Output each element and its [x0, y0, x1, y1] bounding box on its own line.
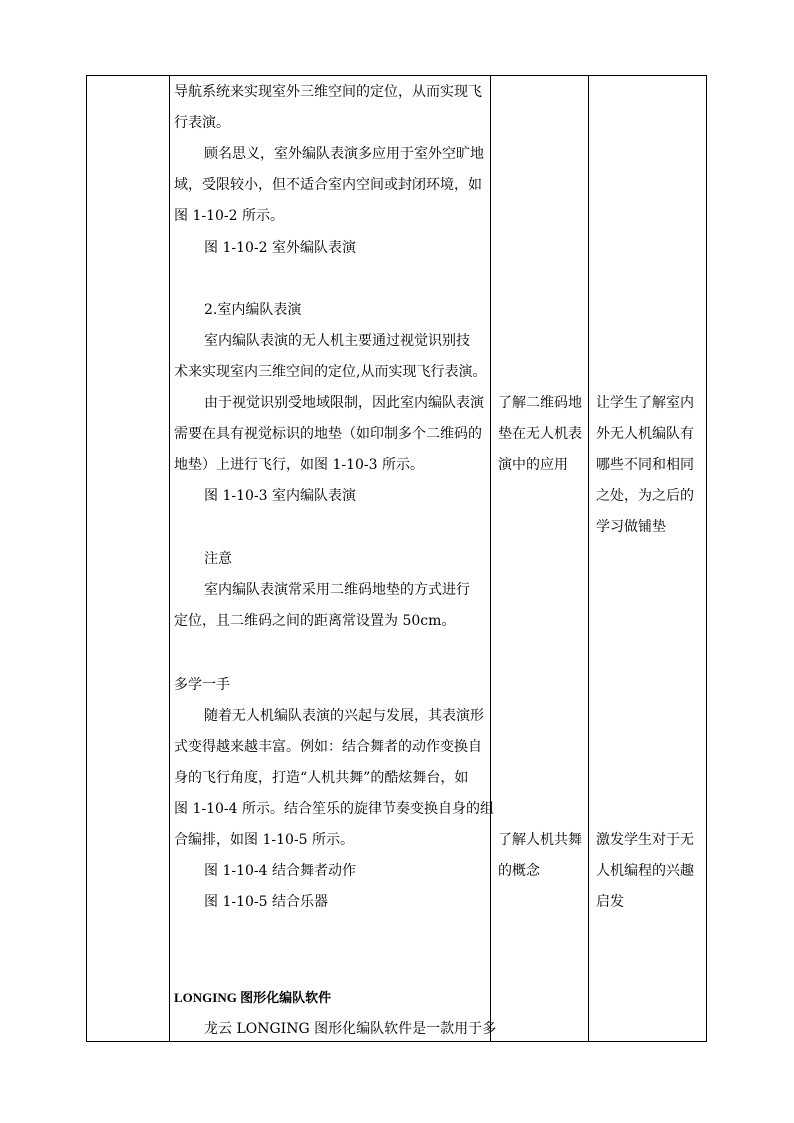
content-line: 行表演。	[174, 115, 230, 131]
content-line: 室内编队表演常采用二维码地垫的方式进行	[204, 582, 470, 598]
note-heading: 注意	[204, 551, 232, 567]
content-line: 顾名思义，室外编队表演多应用于室外空旷地	[204, 146, 484, 162]
content-line: 图 1-10-4 所示。结合笙乐的旋律节奏变换自身的组	[174, 801, 494, 817]
lesson-table	[86, 75, 707, 1042]
content-line: 合编排，如图 1-10-5 所示。	[174, 832, 354, 848]
figure-caption: 图 1-10-5 结合乐器	[204, 894, 328, 910]
content-line: 式变得越来越丰富。例如：结合舞者的动作变换自	[174, 739, 482, 755]
intent-line: 人机编程的兴趣	[596, 863, 694, 879]
intent-line: 启发	[596, 894, 624, 910]
tip-heading: 多学一手	[174, 677, 230, 693]
intent-line: 激发学生对于无	[596, 832, 694, 848]
goal-line: 演中的应用	[498, 457, 568, 473]
content-line: 龙云 LONGING 图形化编队软件是一款用于多	[204, 1021, 497, 1037]
content-line: 身的飞行角度，打造“人机共舞”的酷炫舞台，如	[174, 770, 469, 786]
intent-line: 之处，为之后的	[596, 488, 694, 504]
software-heading: LONGING 图形化编队软件	[174, 990, 332, 1005]
content-line: 图 1-10-2 所示。	[174, 208, 284, 224]
goal-line: 了解二维码地	[498, 395, 582, 411]
content-line: 室内编队表演的无人机主要通过视觉识别技	[204, 333, 470, 349]
goal-line: 了解人机共舞	[498, 832, 582, 848]
goal-line: 的概念	[498, 863, 540, 879]
figure-caption: 图 1-10-3 室内编队表演	[204, 488, 356, 504]
section-heading: 2.室内编队表演	[204, 302, 302, 318]
content-line: 导航系统来实现室外三维空间的定位，从而实现飞	[174, 84, 482, 100]
goal-line: 垫在无人机表	[498, 426, 582, 442]
intent-line: 哪些不同和相同	[596, 457, 694, 473]
intent-line: 学习做铺垫	[596, 519, 666, 535]
column-divider	[169, 76, 170, 1041]
content-line: 定位，且二维码之间的距离常设置为 50cm。	[174, 613, 456, 629]
content-line: 域，受限较小，但不适合室内空间或封闭环境，如	[174, 177, 482, 193]
column-divider	[490, 76, 491, 1041]
content-line: 随着无人机编队表演的兴起与发展，其表演形	[204, 708, 484, 724]
content-line: 由于视觉识别受地域限制，因此室内编队表演	[204, 395, 484, 411]
intent-line: 让学生了解室内	[596, 395, 694, 411]
figure-caption: 图 1-10-2 室外编队表演	[204, 240, 356, 256]
content-line: 术来实现室内三维空间的定位,从而实现飞行表演。	[174, 364, 487, 380]
figure-caption: 图 1-10-4 结合舞者动作	[204, 863, 356, 879]
intent-line: 外无人机编队有	[596, 426, 694, 442]
content-line: 地垫）上进行飞行，如图 1-10-3 所示。	[174, 457, 424, 473]
column-divider	[588, 76, 589, 1041]
content-line: 需要在具有视觉标识的地垫（如印制多个二维码的	[174, 426, 482, 442]
